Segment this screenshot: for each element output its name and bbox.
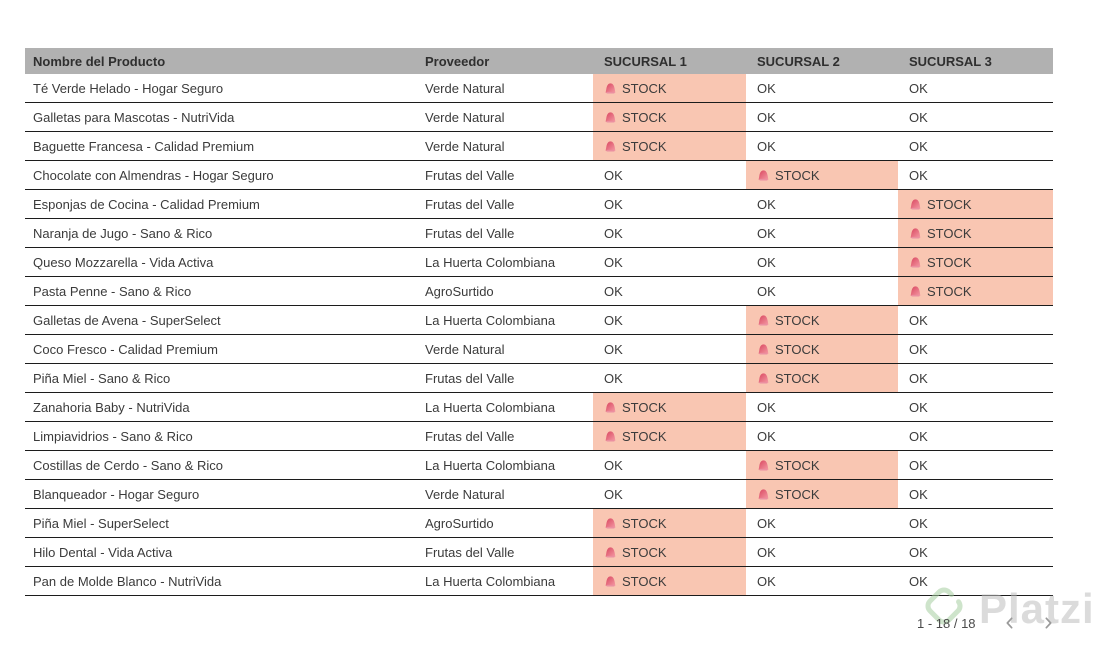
alert-beacon-icon <box>604 575 617 588</box>
alert-beacon-icon <box>757 169 770 182</box>
status-label: STOCK <box>622 428 667 444</box>
branch-3-cell <box>898 190 1053 218</box>
table-row <box>25 161 1053 190</box>
branch-3-cell: OK <box>909 573 928 589</box>
pagination <box>917 615 1056 631</box>
branch-3-cell: OK <box>909 109 928 125</box>
product-cell: Zanahoria Baby - NutriVida <box>33 399 190 415</box>
branch-2-cell <box>746 364 898 392</box>
table-row <box>25 364 1053 393</box>
table-row <box>25 538 1053 567</box>
product-cell: Naranja de Jugo - Sano & Rico <box>33 225 213 241</box>
alert-beacon-icon <box>909 285 922 298</box>
table-row <box>25 74 1053 103</box>
status-label: STOCK <box>622 544 667 560</box>
branch-3-cell: OK <box>909 428 928 444</box>
table-row <box>25 277 1053 306</box>
product-cell: Piña Miel - SuperSelect <box>33 515 169 531</box>
product-cell: Pasta Penne - Sano & Rico <box>33 283 192 299</box>
branch-3-cell: OK <box>909 486 928 502</box>
status-label: STOCK <box>927 254 972 270</box>
provider-cell: La Huerta Colombiana <box>425 312 556 328</box>
table-row <box>25 393 1053 422</box>
status-label: STOCK <box>622 138 667 154</box>
branch-1-cell <box>593 538 746 566</box>
table-row <box>25 480 1053 509</box>
provider-cell: La Huerta Colombiana <box>425 254 556 270</box>
branch-1-cell <box>593 74 746 102</box>
alert-beacon-icon <box>604 546 617 559</box>
status-label: STOCK <box>927 196 972 212</box>
status-label: STOCK <box>622 515 667 531</box>
table-row <box>25 190 1053 219</box>
branch-1-cell: OK <box>604 370 623 386</box>
alert-beacon-icon <box>604 140 617 153</box>
product-cell: Limpiavidrios - Sano & Rico <box>33 428 193 444</box>
col-header-provider: Proveedor <box>425 53 490 69</box>
table-row <box>25 335 1053 364</box>
provider-cell: Frutas del Valle <box>425 544 515 560</box>
table-row <box>25 103 1053 132</box>
product-cell: Té Verde Helado - Hogar Seguro <box>33 80 224 96</box>
alert-beacon-icon <box>757 459 770 472</box>
table-row <box>25 132 1053 161</box>
provider-cell: AgroSurtido <box>425 283 494 299</box>
provider-cell: Frutas del Valle <box>425 428 515 444</box>
branch-1-cell: OK <box>604 341 623 357</box>
branch-2-cell <box>746 306 898 334</box>
chevron-right-icon[interactable] <box>1040 615 1056 631</box>
branch-1-cell: OK <box>604 312 623 328</box>
provider-cell: Verde Natural <box>425 341 505 357</box>
branch-2-cell: OK <box>757 225 776 241</box>
alert-beacon-icon <box>909 227 922 240</box>
table-row <box>25 567 1053 596</box>
table-row <box>25 248 1053 277</box>
branch-3-cell <box>898 219 1053 247</box>
alert-beacon-icon <box>757 343 770 356</box>
branch-2-cell: OK <box>757 515 776 531</box>
branch-2-cell: OK <box>757 544 776 560</box>
provider-cell: AgroSurtido <box>425 515 494 531</box>
provider-cell: La Huerta Colombiana <box>425 399 556 415</box>
product-cell: Pan de Molde Blanco - NutriVida <box>33 573 222 589</box>
provider-cell: La Huerta Colombiana <box>425 573 556 589</box>
branch-3-cell: OK <box>909 167 928 183</box>
branch-1-cell <box>593 422 746 450</box>
table-row <box>25 422 1053 451</box>
provider-cell: Verde Natural <box>425 80 505 96</box>
product-cell: Queso Mozzarella - Vida Activa <box>33 254 214 270</box>
product-cell: Chocolate con Almendras - Hogar Seguro <box>33 167 274 183</box>
branch-2-cell: OK <box>757 196 776 212</box>
alert-beacon-icon <box>604 401 617 414</box>
branch-1-cell <box>593 132 746 160</box>
branch-1-cell: OK <box>604 457 623 473</box>
provider-cell: Verde Natural <box>425 109 505 125</box>
branch-3-cell: OK <box>909 370 928 386</box>
product-cell: Piña Miel - Sano & Rico <box>33 370 171 386</box>
provider-cell: Verde Natural <box>425 138 505 154</box>
provider-cell: La Huerta Colombiana <box>425 457 556 473</box>
table-row <box>25 306 1053 335</box>
alert-beacon-icon <box>757 372 770 385</box>
product-cell: Galletas para Mascotas - NutriVida <box>33 109 235 125</box>
branch-2-cell: OK <box>757 80 776 96</box>
branch-2-cell <box>746 161 898 189</box>
status-label: STOCK <box>622 109 667 125</box>
branch-1-cell <box>593 509 746 537</box>
provider-cell: Frutas del Valle <box>425 225 515 241</box>
alert-beacon-icon <box>757 488 770 501</box>
product-cell: Costillas de Cerdo - Sano & Rico <box>33 457 224 473</box>
table-row <box>25 451 1053 480</box>
alert-beacon-icon <box>604 430 617 443</box>
branch-3-cell <box>898 277 1053 305</box>
alert-beacon-icon <box>757 314 770 327</box>
branch-2-cell: OK <box>757 109 776 125</box>
col-header-branch-1: SUCURSAL 1 <box>604 53 687 69</box>
status-label: STOCK <box>775 312 820 328</box>
table-header <box>25 48 1053 74</box>
status-label: STOCK <box>775 370 820 386</box>
pagination-range: 1 - 18 / 18 <box>917 615 976 631</box>
product-cell: Esponjas de Cocina - Calidad Premium <box>33 196 260 212</box>
provider-cell: Frutas del Valle <box>425 370 515 386</box>
branch-3-cell: OK <box>909 341 928 357</box>
product-cell: Coco Fresco - Calidad Premium <box>33 341 218 357</box>
branch-2-cell <box>746 480 898 508</box>
alert-beacon-icon <box>604 82 617 95</box>
table-row <box>25 219 1053 248</box>
branch-2-cell: OK <box>757 399 776 415</box>
provider-cell: Frutas del Valle <box>425 167 515 183</box>
col-header-product: Nombre del Producto <box>33 53 166 69</box>
stock-table <box>25 48 1053 596</box>
branch-1-cell: OK <box>604 486 623 502</box>
branch-2-cell: OK <box>757 428 776 444</box>
branch-3-cell: OK <box>909 312 928 328</box>
chevron-left-icon[interactable] <box>1002 615 1018 631</box>
branch-3-cell: OK <box>909 138 928 154</box>
status-label: STOCK <box>775 486 820 502</box>
alert-beacon-icon <box>604 517 617 530</box>
product-cell: Blanqueador - Hogar Seguro <box>33 486 200 502</box>
branch-2-cell: OK <box>757 254 776 270</box>
provider-cell: Frutas del Valle <box>425 196 515 212</box>
branch-3-cell: OK <box>909 544 928 560</box>
branch-2-cell: OK <box>757 283 776 299</box>
branch-3-cell: OK <box>909 457 928 473</box>
watermark-brand-text: Platzi <box>979 584 1095 632</box>
branch-1-cell <box>593 393 746 421</box>
provider-cell: Verde Natural <box>425 486 505 502</box>
branch-3-cell: OK <box>909 80 928 96</box>
alert-beacon-icon <box>604 111 617 124</box>
status-label: STOCK <box>775 341 820 357</box>
table-body <box>25 74 1053 596</box>
product-cell: Hilo Dental - Vida Activa <box>33 544 173 560</box>
status-label: STOCK <box>622 399 667 415</box>
status-label: STOCK <box>775 167 820 183</box>
alert-beacon-icon <box>909 256 922 269</box>
col-header-branch-2: SUCURSAL 2 <box>757 53 840 69</box>
status-label: STOCK <box>622 573 667 589</box>
branch-1-cell <box>593 567 746 595</box>
branch-1-cell: OK <box>604 225 623 241</box>
branch-2-cell <box>746 335 898 363</box>
status-label: STOCK <box>927 283 972 299</box>
branch-3-cell: OK <box>909 515 928 531</box>
branch-2-cell: OK <box>757 138 776 154</box>
product-cell: Galletas de Avena - SuperSelect <box>33 312 221 328</box>
branch-1-cell <box>593 103 746 131</box>
branch-1-cell: OK <box>604 196 623 212</box>
status-label: STOCK <box>927 225 972 241</box>
branch-1-cell: OK <box>604 283 623 299</box>
branch-2-cell <box>746 451 898 479</box>
status-label: STOCK <box>775 457 820 473</box>
branch-3-cell: OK <box>909 399 928 415</box>
col-header-branch-3: SUCURSAL 3 <box>909 53 992 69</box>
alert-beacon-icon <box>909 198 922 211</box>
branch-2-cell: OK <box>757 573 776 589</box>
product-cell: Baguette Francesa - Calidad Premium <box>33 138 255 154</box>
table-row <box>25 509 1053 538</box>
branch-1-cell: OK <box>604 167 623 183</box>
status-label: STOCK <box>622 80 667 96</box>
branch-3-cell <box>898 248 1053 276</box>
branch-1-cell: OK <box>604 254 623 270</box>
